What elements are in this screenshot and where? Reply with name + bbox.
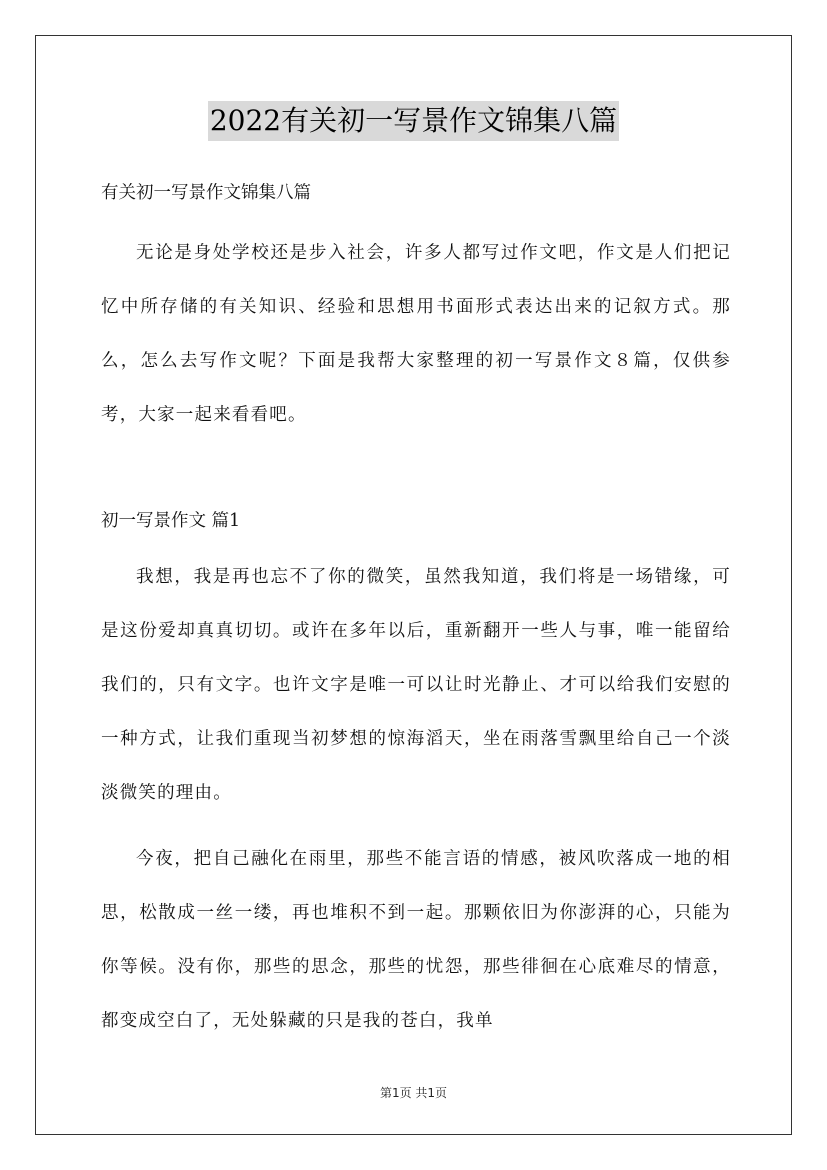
intro-paragraph: 无论是身处学校还是步入社会，许多人都写过作文吧，作文是人们把记忆中所存储的有关知识、经验和思想用书面形式表达出来的记叙方式。那么，怎么去写作文呢？下面是我帮大家整理的初一写景作文８篇，仅供参考，大家一起来看看吧。 xyxy=(101,243,731,425)
document-title xyxy=(0,100,827,141)
document-title-text: 2022有关初一写景作文锦集八篇 xyxy=(208,101,619,141)
body-paragraph: 我想，我是再也忘不了你的微笑，虽然我知道，我们将是一场错缘，可是这份爱却真真切切。或许在多年以后，重新翻开一些人与事，唯一能留给我们的，只有文字。也许文字是唯一可以让时光静止、才可以给我们安慰的一种方式，让我们重现当初梦想的惊海滔天，坐在雨落雪飘里给自己一个淡淡微笑的理由。 xyxy=(101,567,731,803)
page-footer: 第1页 共1页 xyxy=(379,1086,448,1100)
document-subtitle: 有关初一写景作文锦集八篇 xyxy=(101,183,311,203)
body-paragraph: 今夜，把自己融化在雨里，那些不能言语的情感，被风吹落成一地的相思，松散成一丝一缕，再也堆积不到一起。那颗依旧为你澎湃的心，只能为你等候。没有你，那些的思念，那些的忧怨，那些徘徊在心底难尽的情意，都变成空白了，无处躲藏的只是我的苍白，我单 xyxy=(101,849,731,1031)
section-heading: 初一写景作文 篇1 xyxy=(101,511,241,531)
document-body xyxy=(101,174,731,1060)
